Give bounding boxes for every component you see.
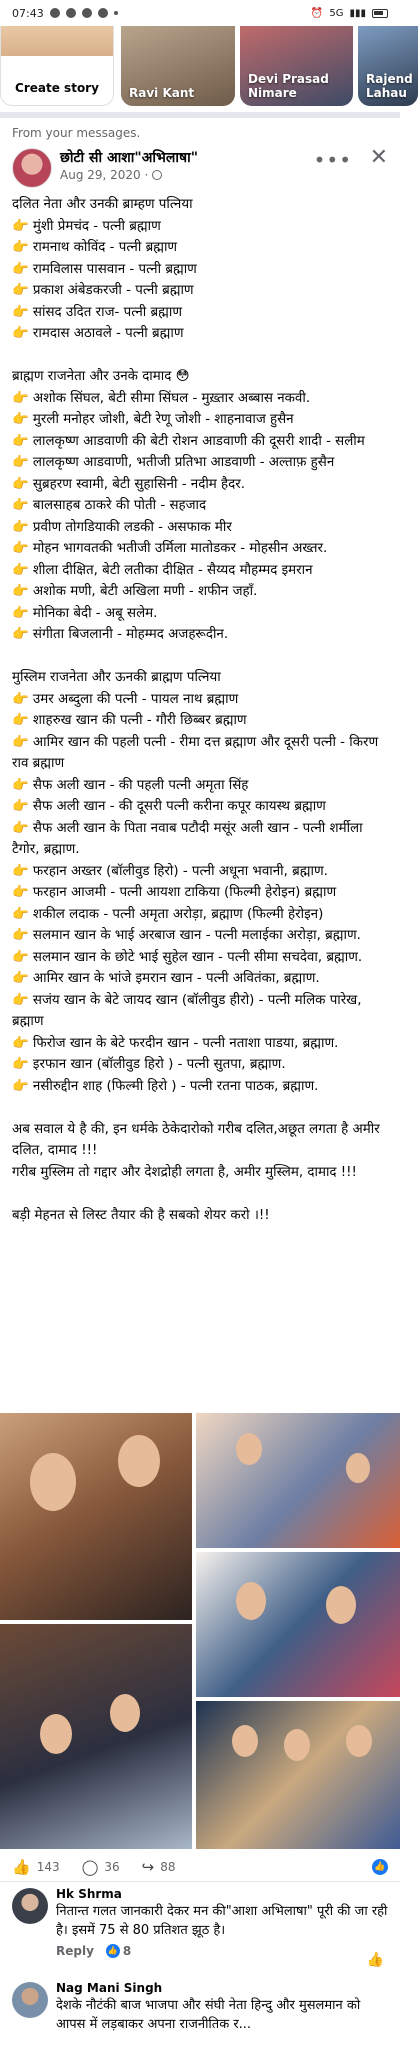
post-text-line: 👉 फरहान अख्तर (बॉलीवुड हिरो) - पत्नी अधूना भवानी, ब्रह्माण. — [12, 863, 328, 879]
post-text-line: 👉 सजंय खान के बेटे जायद खान (बॉलीवुड हीरो) - पत्नी मलिक पारेख, ब्रह्माण — [12, 992, 362, 1029]
post-text-line: गरीब मुस्लिम तो गद्दार और देशद्रोही लगता है, अमीर मुस्लिम, दामाद !!! — [12, 1164, 357, 1180]
post-text-line: 👉 प्रकाश अंबेडकरजी - पत्नी ब्रह्माण — [12, 283, 194, 298]
post-text-line: 👉 रामविलास पासवान - पत्नी ब्रह्माण — [12, 261, 197, 277]
post-text-line: 👉 सलमान खान के छोटे भाई सुहेल खान - पत्नी सीमा सचदेवा, ब्रह्माण. — [12, 949, 363, 965]
comment-like-count: 8 — [122, 1944, 132, 1958]
privacy-globe-icon — [152, 170, 162, 180]
share-arrow-icon: ↪ — [141, 1857, 155, 1876]
post-photo[interactable] — [0, 1624, 192, 1849]
network-type: 5G — [329, 7, 344, 19]
post-header — [0, 144, 400, 194]
post-text-line: 👉 मुंशी प्रेमचंद - पत्नी ब्रह्माण — [12, 218, 161, 234]
post-text-line: 👉 मोहन भागवतकी भतीजी उर्मिला मातोडकर - मोहसीन अख्तर. — [12, 541, 328, 556]
profile-thumbnail — [1, 26, 113, 56]
comment-count: 36 — [104, 1859, 120, 1874]
stories-strip — [0, 26, 413, 118]
more-options-icon[interactable]: ••• — [313, 148, 352, 172]
post-text-line: 👉 लालकृष्ण आडवाणी, भतीजी प्रतिभा आडवाणी - अल्ताफ़ हुसैन — [12, 455, 335, 470]
post-text-line: मुस्लिम राजनेता और ऊनकी ब्राह्मण पत्निया — [12, 670, 221, 685]
messenger-notification-icon — [50, 8, 60, 18]
commenter-avatar[interactable] — [12, 1982, 48, 2018]
signal-icon: ▮▮▮ — [349, 7, 366, 19]
post-text-line: बड़ी मेहनत से लिस्ट तैयार की है सबको शेयर करो ।!! — [12, 1207, 270, 1223]
post-text-line: 👉 लालकृष्ण आडवाणी की बेटी रोशन आडवाणी की दूसरी शादी - सलीम — [12, 433, 365, 449]
post-text-line: 👉 सलमान खान के भाई अरबाज खान - पत्नी मलाईका अरोड़ा, ब्रह्माण. — [12, 928, 361, 943]
story-card[interactable] — [121, 26, 235, 106]
comment — [0, 1886, 400, 1968]
blank-line — [12, 1183, 388, 1205]
commenter-name[interactable]: Hk Shrma — [56, 1887, 122, 1901]
post-text-line: 👉 प्रवीण तोगडियाकी लडकी - असफाक मीर — [12, 519, 232, 535]
post-body — [0, 194, 400, 1226]
post-photo[interactable] — [196, 1552, 400, 1697]
comment-like-icon[interactable]: 👍 — [366, 1952, 384, 1968]
more-notifications-icon — [114, 11, 118, 15]
blank-line — [12, 646, 388, 668]
whatsapp-notification-icon — [66, 8, 76, 18]
status-time: 07:43 — [12, 6, 44, 20]
post-text-line: 👉 आमिर खान की पहली पत्नी - रीमा दत्त ब्रह्माण और दूसरी पत्नी - किरण राव ब्रह्माण — [12, 734, 379, 771]
reply-button[interactable]: Reply — [56, 1944, 94, 1958]
post-source-label: From your messages. — [12, 126, 141, 140]
create-story-label: Create story — [15, 81, 99, 95]
post-text-line: 👉 शाहरुख खान की पत्नी - गौरी छिब्बर ब्रह्माण — [12, 713, 247, 728]
post-text-line: 👉 सैफ अली खान - की पहली पत्नी अमृता सिंह — [12, 777, 249, 793]
post-text-line: 👉 फिरोज खान के बेटे फरदीन खान - पत्नी नताशा पाडया, ब्रह्माण. — [12, 1035, 339, 1051]
comment-text: नितान्त गलत जानकारी देकर मन की"आशा अभिलाषा" पूरी की जा रही है। इसमें 75 से 80 प्रतिशत झूठ है। — [56, 1904, 388, 1938]
reactions-bar — [0, 1852, 400, 1882]
blank-line — [12, 1097, 388, 1119]
post-text-line: 👉 आमिर खान के भांजे इमरान खान - पत्नी अवितंका, ब्रह्माण. — [12, 971, 320, 986]
post-date[interactable]: Aug 29, 2020 · — [60, 168, 149, 182]
thumbs-up-icon: 👍 — [12, 1857, 31, 1876]
post-text-line: 👉 रामनाथ कोविंद - पत्नी ब्रह्माण — [12, 240, 178, 255]
commenter-name[interactable]: Nag Mani Singh — [56, 1981, 163, 1995]
post-photo[interactable] — [196, 1413, 400, 1548]
post-text-line: 👉 मोनिका बेदी - अबू सलेम. — [12, 605, 158, 621]
story-author-name: Ravi Kant — [129, 86, 195, 100]
post-text-line: 👉 अशोक मणी, बेटी अखिला मणी - शफीन जहाँ. — [12, 584, 258, 599]
blank-line — [12, 345, 388, 367]
like-action[interactable] — [12, 1858, 60, 1876]
post-text-line: 👉 शकील लदाक - पत्नी अमृता अरोड़ा, ब्रह्माण (फिल्मी हेरोइन) — [12, 906, 324, 922]
post-text-line: 👉 सांसद उदित राज- पत्नी ब्रह्माण — [12, 304, 183, 320]
story-card[interactable] — [240, 26, 353, 106]
post-text-line: 👉 मुरली मनोहर जोशी, बेटी रेणू जोशी - शाहनावाज हुसैन — [12, 412, 294, 427]
post-text-line: 👉 नसीरुद्दीन शाह (फिल्मी हिरो ) - पत्नी रतना पाठक, ब्रह्माण. — [12, 1078, 319, 1094]
commenter-avatar[interactable] — [12, 1888, 48, 1924]
like-count: 143 — [36, 1859, 60, 1874]
share-action[interactable] — [142, 1858, 176, 1876]
chat-notification-icon — [98, 8, 108, 18]
comment — [0, 1980, 400, 2034]
alarm-icon: ⏰ — [310, 7, 324, 19]
story-card[interactable] — [358, 26, 418, 106]
post-text-line: 👉 सैफ अली खान - की दूसरी पत्नी करीना कपूर कायस्थ ब्रह्माण — [12, 799, 326, 814]
like-reaction-badge-icon: 👍 — [372, 1859, 388, 1875]
post-author[interactable]: छोटी सी आशा"अभिलाषा" — [60, 150, 199, 166]
post-text-line: 👉 फरहान आजमी - पत्नी आयशा टाकिया (फिल्मी हेरोइन) ब्रह्माण — [12, 885, 337, 900]
comment-action[interactable] — [82, 1858, 120, 1876]
post-text-line: 👉 अशोक सिंघल, बेटी सीमा सिंघल - मुख़्तार अब्बास नकवी. — [12, 390, 311, 406]
close-icon[interactable]: ✕ — [369, 145, 388, 170]
post-text-line: 👉 बालसाहब ठाकरे की पोती - सहजाद — [12, 498, 207, 513]
story-author-name: Devi Prasad Nimare — [248, 72, 329, 100]
post-photo[interactable] — [0, 1413, 192, 1620]
post-text-line: 👉 शीला दीक्षित, बेटी लतीका दीक्षित - सैय्यद मौहम्मद इमरान — [12, 562, 313, 578]
post-text-line: 👉 उमर अब्दुला की पत्नी - पायल नाथ ब्रह्माण — [12, 691, 239, 707]
post-text-line: 👉 संगीता बिजलानी - मोहम्मद अजहरूदीन. — [12, 627, 229, 642]
post-text-line: 👉 रामदास अठावले - पत्नी ब्रह्माण — [12, 326, 184, 341]
post-text-line: अब सवाल ये है की, इन धर्मके ठेकेदारोको गरीब दलित,अछूत लगता है अमीर दलित, दामाद !!! — [12, 1121, 380, 1158]
post-text-line: 👉 इरफान खान (बॉलीवुड हिरो ) - पत्नी सुतपा, ब्रह्माण. — [12, 1057, 286, 1072]
like-badge-icon: 👍 — [106, 1944, 120, 1958]
comment-bubble-icon: ◯ — [81, 1857, 99, 1876]
facebook-notification-icon — [82, 8, 92, 18]
post-text-line: 👉 सुब्रहरण स्वामी, बेटी सुहासिनी - नदीम हैदर. — [12, 476, 246, 492]
post-text-line: दलित नेता और उनकी ब्राम्हण पत्निया — [12, 197, 193, 212]
post-text-line: ब्राह्मण राजनेता और उनके दामाद 😳 — [12, 369, 190, 384]
comment-text: देशके नौटंकी बाज भाजपा और संघी नेता हिन्दु और मुसलमान को आपस में लड़बाकर अपना राजनीतिक र... — [56, 1998, 361, 2032]
share-count: 88 — [160, 1859, 176, 1874]
status-bar — [0, 0, 400, 26]
create-story-card[interactable] — [0, 26, 114, 106]
post-text-line: 👉 सैफ अली खान के पिता नवाब पटौदी मसूंर अली खान - पत्नी शर्मीला टैगोर, ब्रह्माण. — [12, 820, 363, 857]
post-photo[interactable] — [196, 1701, 400, 1849]
post-photo-grid — [0, 1413, 400, 1849]
story-author-name: Rajend Lahau — [366, 72, 413, 100]
author-avatar[interactable] — [12, 148, 52, 188]
battery-icon — [372, 9, 388, 18]
